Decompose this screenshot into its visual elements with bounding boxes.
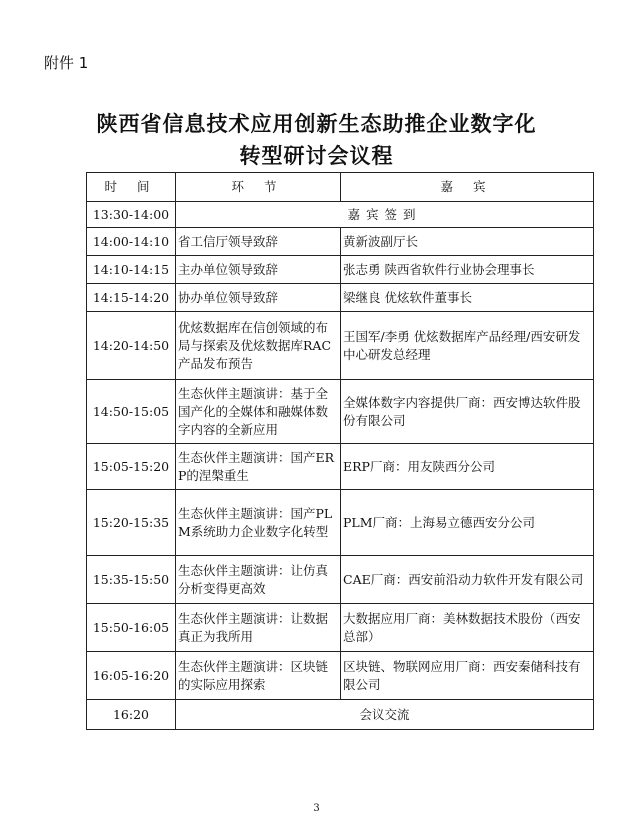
guest-cell: 梁继良 优炫软件董事长 (341, 284, 594, 312)
guest-cell: 张志勇 陕西省软件行业协会理事长 (341, 256, 594, 284)
table-row (87, 284, 594, 312)
span-cell: 嘉宾签到 (176, 202, 594, 228)
col-header-session: 环 节 (176, 173, 341, 202)
session-cell: 生态伙伴主题演讲：让数据真正为我所用 (176, 604, 341, 652)
col-header-time: 时 间 (87, 173, 176, 202)
table-row (87, 604, 594, 652)
session-cell: 生态伙伴主题演讲：让仿真分析变得更高效 (176, 556, 341, 604)
guest-cell: 区块链、物联网应用厂商：西安秦储科技有限公司 (341, 652, 594, 700)
session-cell: 生态伙伴主题演讲：基于全国产化的全媒体和融媒体数字内容的全新应用 (176, 380, 341, 444)
guest-cell: 大数据应用厂商：美林数据技术股份（西安总部） (341, 604, 594, 652)
table-row (87, 556, 594, 604)
table-header-row (87, 173, 594, 202)
guest-cell: 王国军/李勇 优炫数据库产品经理/西安研发中心研发总经理 (341, 312, 594, 380)
time-cell: 15:50-16:05 (87, 604, 176, 652)
time-cell: 13:30-14:00 (87, 202, 176, 228)
table-row (87, 700, 594, 730)
session-cell: 生态伙伴主题演讲：区块链的实际应用探索 (176, 652, 341, 700)
time-cell: 16:20 (87, 700, 176, 730)
time-cell: 14:20-14:50 (87, 312, 176, 380)
time-cell: 15:05-15:20 (87, 444, 176, 490)
span-cell: 会议交流 (176, 700, 594, 730)
table-row (87, 380, 594, 444)
table-row (87, 312, 594, 380)
guest-cell: CAE厂商：西安前沿动力软件开发有限公司 (341, 556, 594, 604)
time-cell: 15:35-15:50 (87, 556, 176, 604)
page-number: 3 (313, 803, 320, 814)
guest-cell: ERP厂商：用友陕西分公司 (341, 444, 594, 490)
time-cell: 15:20-15:35 (87, 490, 176, 556)
page-subtitle: 转型研讨会议程 (239, 143, 394, 168)
time-cell: 14:10-14:15 (87, 256, 176, 284)
session-cell: 省工信厅领导致辞 (176, 228, 341, 256)
agenda-table (86, 172, 594, 730)
time-cell: 14:50-15:05 (87, 380, 176, 444)
page-title: 陕西省信息技术应用创新生态助推企业数字化 (96, 111, 537, 136)
session-cell: 优炫数据库在信创领域的布局与探索及优炫数据库RAC产品发布预告 (176, 312, 341, 380)
session-cell: 生态伙伴主题演讲：国产PLM系统助力企业数字化转型 (176, 490, 341, 556)
guest-cell: 全媒体数字内容提供厂商：西安博达软件股份有限公司 (341, 380, 594, 444)
time-cell: 16:05-16:20 (87, 652, 176, 700)
table-row (87, 444, 594, 490)
attachment-label: 附件 1 (44, 54, 89, 72)
table-row (87, 490, 594, 556)
table-row (87, 228, 594, 256)
guest-cell: 黄新波副厅长 (341, 228, 594, 256)
table-row (87, 256, 594, 284)
time-cell: 14:15-14:20 (87, 284, 176, 312)
table-row (87, 652, 594, 700)
col-header-guest: 嘉 宾 (341, 173, 594, 202)
session-cell: 生态伙伴主题演讲：国产ERP的涅槃重生 (176, 444, 341, 490)
session-cell: 主办单位领导致辞 (176, 256, 341, 284)
time-cell: 14:00-14:10 (87, 228, 176, 256)
guest-cell: PLM厂商：上海易立德西安分公司 (341, 490, 594, 556)
session-cell: 协办单位领导致辞 (176, 284, 341, 312)
table-row (87, 202, 594, 228)
